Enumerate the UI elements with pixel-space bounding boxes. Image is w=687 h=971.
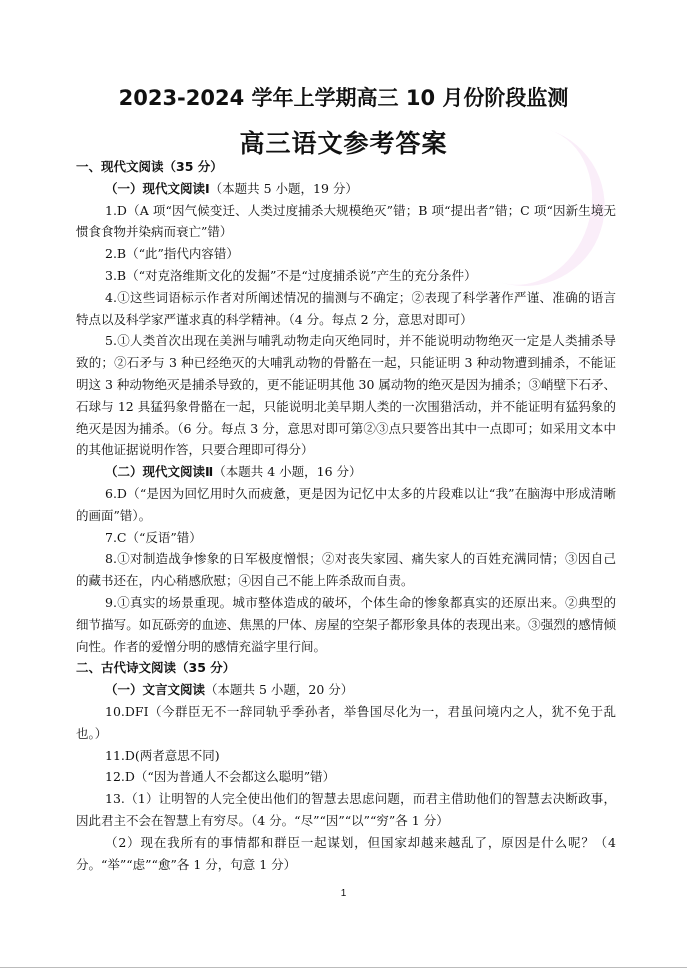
part-note: （本题共 5 小题，19 分） — [209, 180, 358, 196]
answer-11: 11.D(两者意思不同) — [105, 747, 220, 763]
section-heading-2: 二、古代诗文阅读（35 分） — [76, 660, 236, 676]
part-note: （本题共 5 小题，20 分） — [205, 682, 354, 698]
answer-7: 7.C（“反语”错） — [105, 529, 202, 545]
answer-12: 12.D（“因为普通人不会都这么聪明”错） — [105, 769, 336, 785]
answer-3: 3.B（“对克洛维斯文化的发掘”不是“过度捕杀说”产生的充分条件） — [105, 267, 477, 283]
part-note: （本题共 4 小题，16 分） — [213, 464, 362, 480]
document-subtitle: 高三语文参考答案 — [239, 129, 448, 158]
answer-5: 5.①人类首次出现在美洲与哺乳动物走向灭绝同时，并不能说明动物绝灭一定是人类捕杀导致的；②石矛与 3 种已经绝灭的大哺乳动物的骨骼在一起，只能证明 3 种动物遭到捕杀，不能证明这 3 种动物绝灭是捕杀导致的，更不能证明其他 30 属动物的绝灭是因为捕杀；③峭壁下石矛、石球与 12 具猛犸象骨骼在一起，只能说明北美早期人类的一次围猎活动，并不能证明有猛犸象的绝灭是因为捕杀。（6 分。每点 3 分，意思对即可第②③点只要答出其中一点即可；如采用文本中的其他证据说明作答，只要合理即可得分） — [76, 333, 616, 458]
part-title: （一）文言文阅读 — [105, 682, 206, 698]
answer-1: 1.D（A 项“因气候变迁、人类过度捕杀大规模绝灭”错；B 项“提出者”错；C 项“因新生境无惯食食物并染病而衰亡”错） — [76, 202, 616, 240]
part-title: （一）现代文阅读Ⅰ — [105, 180, 210, 196]
answer-9: 9.①真实的场景重现。城市整体造成的破坏，个体生命的惨象都真实的还原出来。②典型的细节描写。如瓦砾旁的血迹、焦黑的尸体、房屋的空架子都形象具体的表现出来。③强烈的感情倾向性。作者的爱憎分明的感情充溢字里行间。 — [76, 594, 616, 654]
answer-10: 10.DFI（今群臣无不一辞同轨乎季孙者，举鲁国尽化为一，君虽问境内之人，犹不免于乱也。） — [76, 703, 616, 741]
part-heading-1-1 — [76, 178, 616, 200]
answer-13-2: （2）现在我所有的事情都和群臣一起谋划，但国家却越来越乱了，原因是什么呢？（4 分。“举”“虑”“愈”各 1 分，句意 1 分） — [76, 834, 616, 872]
answer-content — [76, 156, 616, 875]
page-bottom-border — [0, 967, 687, 968]
page-number: 1 — [340, 888, 347, 899]
answer-8: 8.①对制造战争惨象的日军极度憎恨；②对丧失家园、痛失家人的百姓充满同情；③因自己的藏书还在，内心稍感欣慰；④因自己不能上阵杀敌而自责。 — [76, 551, 616, 589]
document-title: 2023-2024 学年上学期高三 10 月份阶段监测 — [118, 86, 569, 110]
part-heading-1-2 — [76, 461, 616, 483]
section-heading-1: 一、现代文阅读（35 分） — [76, 159, 223, 174]
part-title: （二）现代文阅读Ⅱ — [105, 464, 214, 480]
answer-6: 6.D（“是因为回忆用时久而疲惫，更是因为记忆中太多的片段难以让“我”在脑海中形成清晰的画面”错）。 — [76, 485, 616, 523]
answer-2: 2.B（“此”指代内容错） — [105, 246, 239, 262]
answer-13-1: 13.（1）让明智的人完全使出他们的智慧去思虑问题，而君主借助他们的智慧去决断政事，因此君主不会在智慧上有穷尽。（4 分。“尽”“因”“以”“穷”各 1 分） — [76, 791, 616, 828]
part-heading-2-1 — [76, 679, 616, 701]
answer-4: 4.①这些词语标示作者对所阐述情况的揣测与不确定；②表现了科学著作严谨、准确的语言特点以及科学家严谨求真的科学精神。（4 分。每点 2 分，意思对即可） — [76, 289, 616, 327]
